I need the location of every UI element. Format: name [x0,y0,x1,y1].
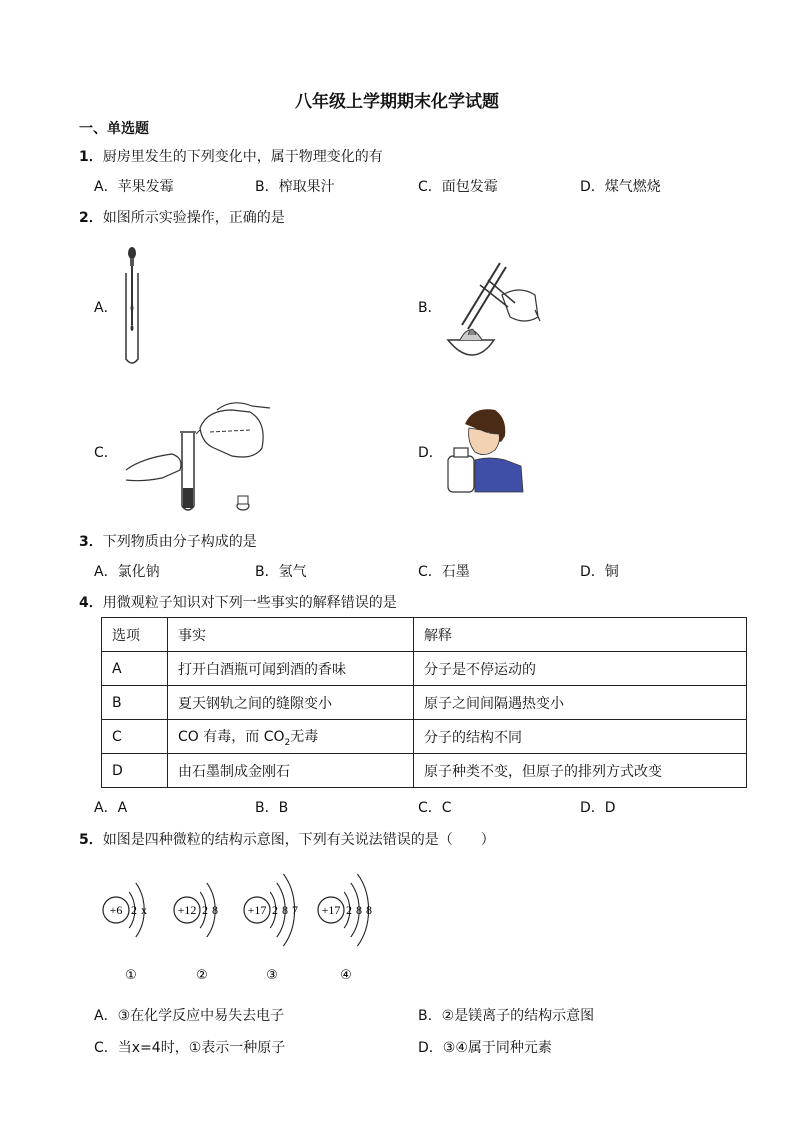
question-5-stem [79,829,495,849]
table-cell: B [102,686,168,720]
question-number: 5． [79,832,103,848]
q2-option-a-label: A． [94,300,118,316]
q3-option-a: A．氯化钠 [94,564,160,580]
table-cell: 原子之间间隔遇热变小 [414,686,747,720]
q1-option-d: D．煤气燃烧 [580,179,661,195]
table-cell: D [102,754,168,788]
q5-option-d: D．③④属于同种元素 [418,1040,552,1056]
facts-table [101,617,747,788]
atom-diagram [174,883,218,983]
table-cell: A [102,652,168,686]
nucleus-charge: +17 [247,903,267,917]
q4-option-d: D．D [580,800,616,816]
electron-count: x [141,903,147,917]
question-number: 3． [79,534,103,550]
particle-label: ① [125,968,137,983]
q5-option-b: B．②是镁离子的结构示意图 [418,1008,595,1024]
fact-text-part: CO 有毒，而 CO [178,728,285,745]
electron-count: 8 [366,903,372,917]
table-row [102,686,747,720]
particle-label: ③ [266,968,278,983]
question-text: 如图所示实验操作，正确的是 [102,210,285,226]
question-4-stem [79,592,397,612]
question-1-stem [79,146,383,166]
atom-diagram [244,874,298,983]
table-cell: 由石墨制成金刚石 [168,754,414,788]
question-text: 如图是四种微粒的结构示意图，下列有关说法错误的是（ ） [102,832,495,848]
q4-option-b: B．B [255,800,289,816]
table-cell [168,720,414,754]
q5-option-a: A．③在化学反应中易失去电子 [94,1008,285,1024]
table-cell: 原子种类不变，但原子的排列方式改变 [414,754,747,788]
q4-option-a: A．A [94,800,128,816]
question-number: 4． [79,595,103,611]
nucleus-charge: +17 [321,903,341,917]
question-number: 1． [79,149,103,165]
electron-count: 8 [212,903,218,917]
question-2-stem [79,207,285,227]
table-cell: 分子的结构不同 [414,720,747,754]
section-heading: 一、单选题 [79,121,149,137]
electron-count: 2 [202,903,208,917]
table-row [102,720,747,754]
q1-option-c: C．面包发霉 [418,179,498,195]
q3-option-d: D．铜 [580,564,619,580]
subscript: 2 [284,737,291,748]
smelling-bottle-figure [445,404,523,494]
table-header-cell: 解释 [414,618,747,652]
q5-option-c: C．当x=4时，①表示一种原子 [94,1040,286,1056]
table-header-row [102,618,747,652]
table-row [102,754,747,788]
table-cell: 打开白酒瓶可闻到酒的香味 [168,652,414,686]
dropper-in-test-tube-figure [118,243,148,368]
question-3-stem [79,531,257,551]
table-cell: 夏天钢轨之间的缝隙变小 [168,686,414,720]
question-number: 2． [79,210,103,226]
electron-count: 8 [356,903,362,917]
electron-count: 2 [131,903,137,917]
table-cell: 分子是不停运动的 [414,652,747,686]
page-title: 八年级上学期期末化学试题 [295,92,499,112]
table-header-cell: 选项 [102,618,168,652]
particle-label: ④ [340,968,352,983]
q3-option-b: B．氢气 [255,564,307,580]
table-cell: C [102,720,168,754]
q2-option-d-label: D． [418,445,443,461]
electron-count: 7 [292,903,298,917]
q1-option-b: B．榨取果汁 [255,179,335,195]
table-row [102,652,747,686]
electron-count: 2 [346,903,352,917]
atom-diagram [103,883,147,983]
q4-option-c: C．C [418,800,452,816]
q3-option-c: C．石墨 [418,564,470,580]
electron-count: 8 [282,903,288,917]
table-header-cell: 事实 [168,618,414,652]
question-text: 厨房里发生的下列变化中，属于物理变化的有 [102,149,383,165]
particle-label: ② [196,968,208,983]
question-text: 下列物质由分子构成的是 [102,534,257,550]
heating-test-tube-figure [440,255,545,360]
electron-count: 2 [272,903,278,917]
q2-option-c-label: C． [94,445,118,461]
question-text: 用微观粒子知识对下列一些事实的解释错误的是 [102,595,397,611]
q2-option-b-label: B． [418,300,442,316]
fact-text-part: 无毒 [290,728,319,745]
atom-diagram [318,874,372,983]
nucleus-charge: +6 [109,903,123,917]
nucleus-charge: +12 [177,903,197,917]
pouring-liquid-figure [122,388,272,516]
atomic-structure-diagrams [90,862,410,987]
q1-option-a: A．苹果发霉 [94,179,174,195]
